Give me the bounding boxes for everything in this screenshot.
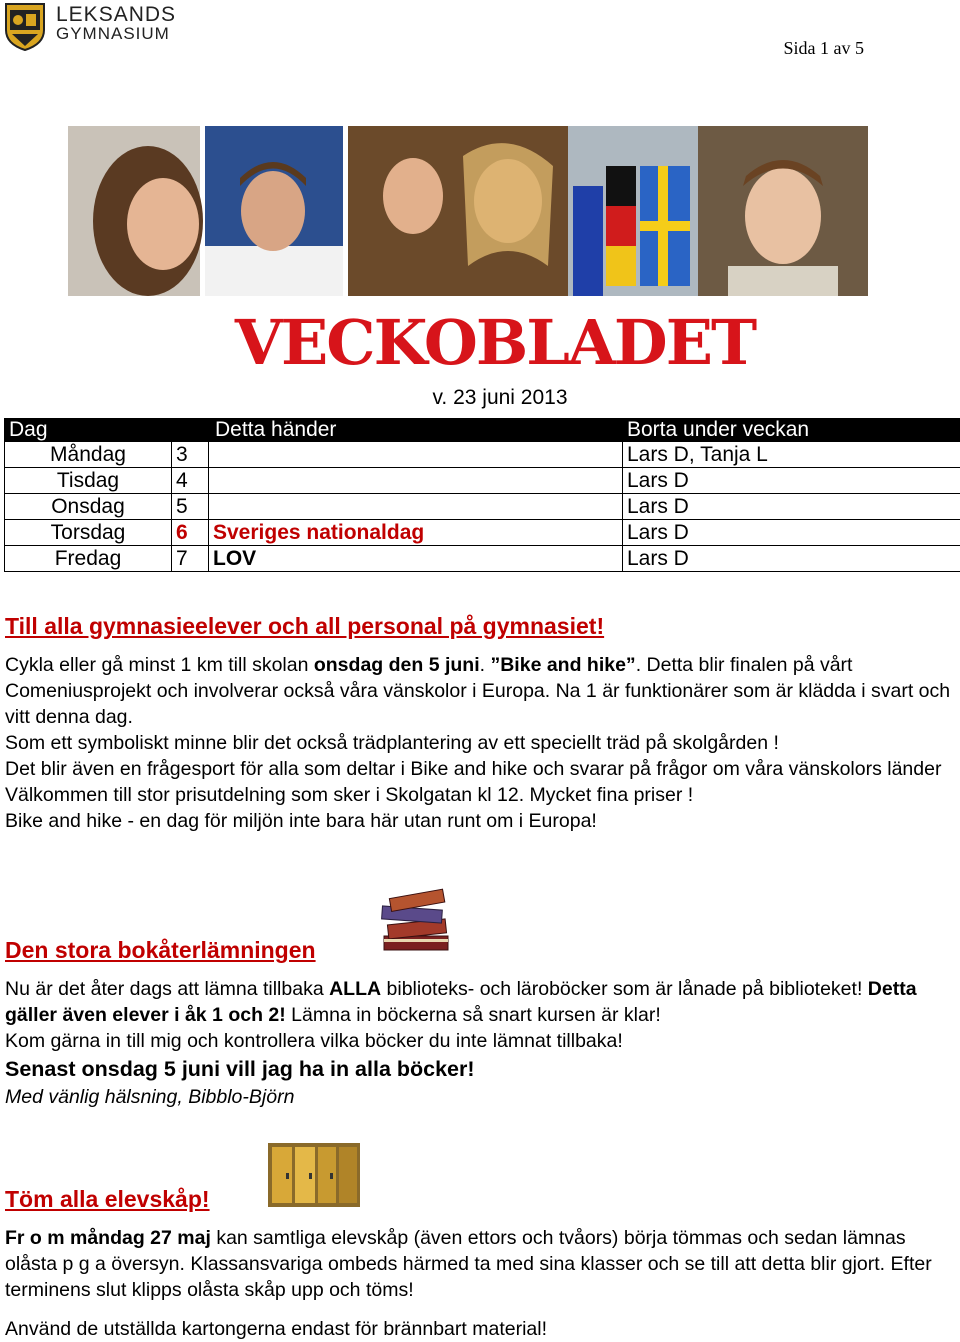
row-num: 6	[172, 520, 209, 546]
logo-line2: GYMNASIUM	[56, 24, 170, 43]
text-span: . Detta blir finalen på vårt Comeniusprojekt och involverar också våra vänskolor i Europa. Na 1 är funktionärer som är klädda i svart och vitt denna dag.	[5, 654, 951, 728]
section3-heading: Töm alla elevskåp!	[5, 1186, 210, 1212]
section1-paragraph4: Välkommen till stor prisutdelning som sker i Skolgatan kl 12. Mycket fina priser !	[5, 784, 694, 806]
grade-emphasis: Detta gäller även elever i åk 1 och 2!	[5, 978, 917, 1026]
table-row	[5, 520, 960, 546]
logo-line1: LEKSANDS	[56, 3, 177, 26]
row-event: LOV	[209, 546, 623, 572]
row-day: Fredag	[5, 546, 172, 572]
section3-body	[5, 1225, 955, 1342]
banner-photos-image	[68, 126, 868, 296]
header-event: Detta händer	[209, 419, 623, 442]
row-event: Sveriges nationaldag	[209, 520, 623, 546]
table-row	[5, 546, 960, 572]
schedule-table	[4, 418, 960, 572]
table-row	[5, 442, 960, 468]
shield-logo-icon	[4, 2, 46, 52]
section2-paragraph1	[5, 976, 955, 1028]
table-row	[5, 494, 960, 520]
row-event	[209, 442, 623, 468]
table-header-row	[5, 419, 960, 442]
section2-signature: Med vänlig hälsning, Bibblo-Björn	[5, 1086, 295, 1108]
text-span: Nu är det åter dags att lämna tillbaka	[5, 978, 330, 1000]
row-day: Onsdag	[5, 494, 172, 520]
text-span: Lämna in böckerna så snart kursen är klar!	[285, 1004, 661, 1026]
header-away: Borta under veckan	[623, 419, 960, 442]
row-away: Lars D	[623, 546, 960, 572]
photo-banner	[68, 126, 868, 296]
section1-paragraph2: Som ett symboliskt minne blir det också trädplantering av ett speciellt träd på skolgården !	[5, 732, 779, 754]
text-span: Cykla eller gå minst 1 km till skolan	[5, 654, 314, 676]
section2-heading: Den stora bokåterlämningen	[5, 937, 316, 963]
section2-paragraph2: Kom gärna in till mig och kontrollera vilka böcker du inte lämnat tillbaka!	[5, 1030, 623, 1052]
section1-heading: Till alla gymnasieelever och all personal på gymnasiet!	[5, 613, 605, 639]
text-span: .	[479, 654, 491, 676]
row-num: 7	[172, 546, 209, 572]
section1-paragraph5: Bike and hike - en dag för miljön inte bara här utan runt om i Europa!	[5, 810, 597, 832]
table-row	[5, 468, 960, 494]
row-away: Lars D	[623, 494, 960, 520]
row-away: Lars D	[623, 468, 960, 494]
row-num: 4	[172, 468, 209, 494]
section3-paragraph1	[5, 1225, 955, 1303]
section1-paragraph1	[5, 652, 955, 730]
text-span: kan samtliga elevskåp (även ettors och tvåors) börja tömmas och sedan lämnas olåsta p g a översyn. Klassansvariga ombeds härmed ta med sina klasser och se till att detta blir gjort. Efter terminens slut klipps olåsta skåp upp och töms!	[5, 1227, 932, 1301]
alla-emphasis: ALLA	[329, 978, 382, 1000]
row-event	[209, 494, 623, 520]
row-away: Lars D, Tanja L	[623, 442, 960, 468]
week-date: v. 23 juni 2013	[432, 386, 568, 409]
school-logo	[4, 2, 177, 54]
row-day: Måndag	[5, 442, 172, 468]
date-emphasis: onsdag den 5 juni	[313, 654, 480, 676]
row-num: 5	[172, 494, 209, 520]
section2-body	[5, 976, 955, 1110]
page-number: Sida 1 av 5	[783, 38, 864, 58]
section1-body	[5, 652, 955, 834]
row-away: Lars D	[623, 520, 960, 546]
text-span: biblioteks- och läroböcker som är lånade på biblioteket!	[381, 978, 868, 1000]
row-num: 3	[172, 442, 209, 468]
date-emphasis: Fr o m måndag 27 maj	[5, 1227, 211, 1249]
row-event	[209, 468, 623, 494]
row-day: Tisdag	[5, 468, 172, 494]
newsletter-title: VECKOBLADET	[234, 306, 756, 379]
section1-paragraph3: Det blir även en frågesport för alla som deltar i Bike and hike och svarar på frågor om våra vänskolors länder	[5, 758, 942, 780]
row-day: Torsdag	[5, 520, 172, 546]
section3-paragraph2: Använd de utställda kartongerna endast för brännbart material!	[5, 1318, 548, 1340]
section2-deadline: Senast onsdag 5 juni vill jag ha in alla böcker!	[5, 1057, 475, 1081]
header-day: Dag	[5, 419, 209, 442]
bike-and-hike-emphasis: ”Bike and hike”	[490, 654, 636, 676]
